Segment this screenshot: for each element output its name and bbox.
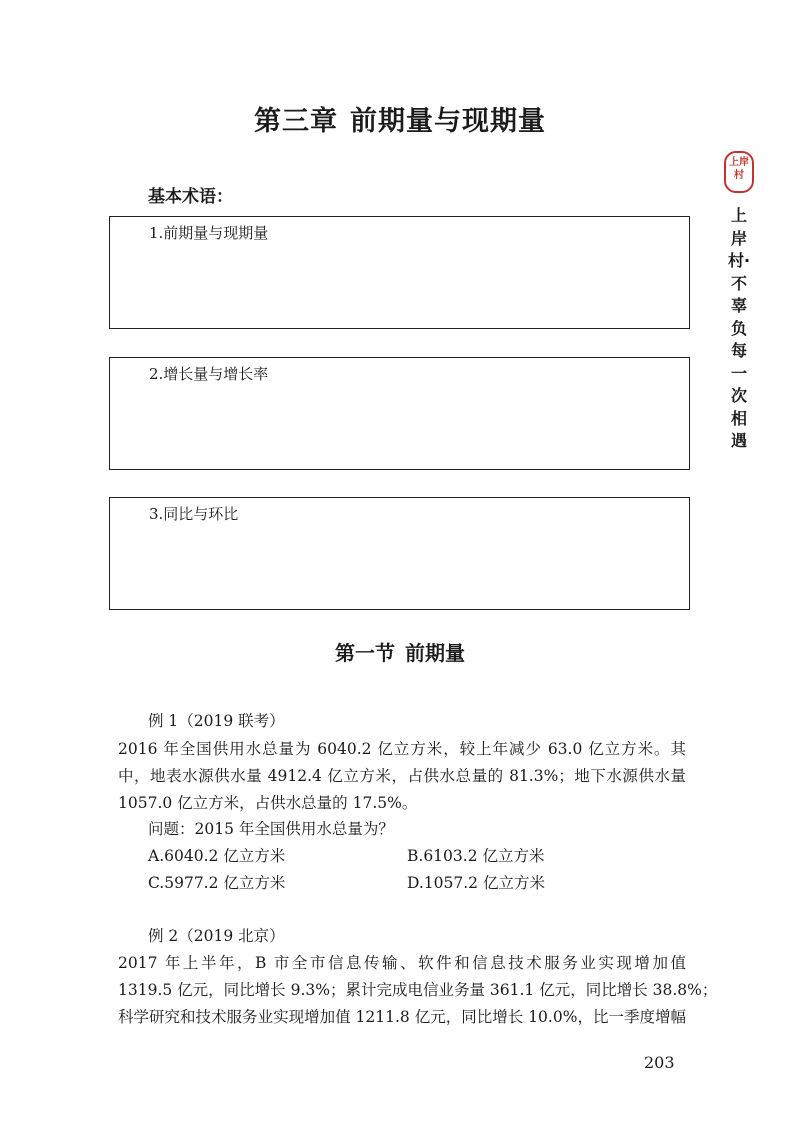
page-number: 203: [644, 1053, 675, 1072]
option-b[interactable]: B.6103.2 亿立方米: [407, 847, 545, 865]
term-box-1[interactable]: [109, 216, 690, 329]
example-2-line: 2017 年上半年，B 市全市信息传输、软件和信息技术服务业实现增加值: [118, 954, 686, 972]
example-1-label: 例 1（2019 联考）: [148, 712, 285, 730]
example-2-line: 科学研究和技术服务业实现增加值 1211.8 亿元，同比增长 10.0%，比一季度增幅: [118, 1008, 686, 1026]
example-1-line: 1057.0 亿立方米，占供水总量的 17.5%。: [118, 794, 418, 812]
section-title: [0, 637, 800, 666]
term-label-2: 2.增长量与增长率: [149, 365, 269, 383]
brand-seal-logo: 上岸村: [724, 151, 754, 193]
term-label-3: 3.同比与环比: [149, 505, 239, 523]
terms-heading: 基本术语：: [148, 187, 233, 207]
example-1-line: 2016 年全国供用水总量为 6040.2 亿立方米，较上年减少 63.0 亿立方米。其: [118, 740, 686, 758]
chapter-title: [0, 99, 800, 138]
side-slogan: 上岸村·不辜负每一次相遇: [727, 206, 751, 450]
example-2-line: 1319.5 亿元，同比增长 9.3%；累计完成电信业务量 361.1 亿元，同比增长 38.8%；: [118, 981, 718, 999]
section-name: 前期量: [405, 641, 465, 665]
example-2-label: 例 2（2019 北京）: [148, 927, 285, 945]
section-number: 第一节: [335, 641, 395, 665]
example-1-line: 中，地表水源供水量 4912.4 亿立方米，占供水总量的 81.3%；地下水源供水量: [118, 767, 686, 785]
option-a[interactable]: A.6040.2 亿立方米: [148, 847, 286, 865]
term-label-1: 1.前期量与现期量: [149, 224, 269, 242]
example-1-question: 问题：2015 年全国供用水总量为？: [148, 820, 394, 838]
chapter-name: 前期量与现期量: [350, 106, 546, 137]
option-d[interactable]: D.1057.2 亿立方米: [407, 874, 545, 892]
option-c[interactable]: C.5977.2 亿立方米: [148, 874, 286, 892]
term-box-2[interactable]: [109, 357, 690, 470]
term-box-3[interactable]: [109, 497, 690, 610]
chapter-number: 第三章: [254, 106, 338, 137]
